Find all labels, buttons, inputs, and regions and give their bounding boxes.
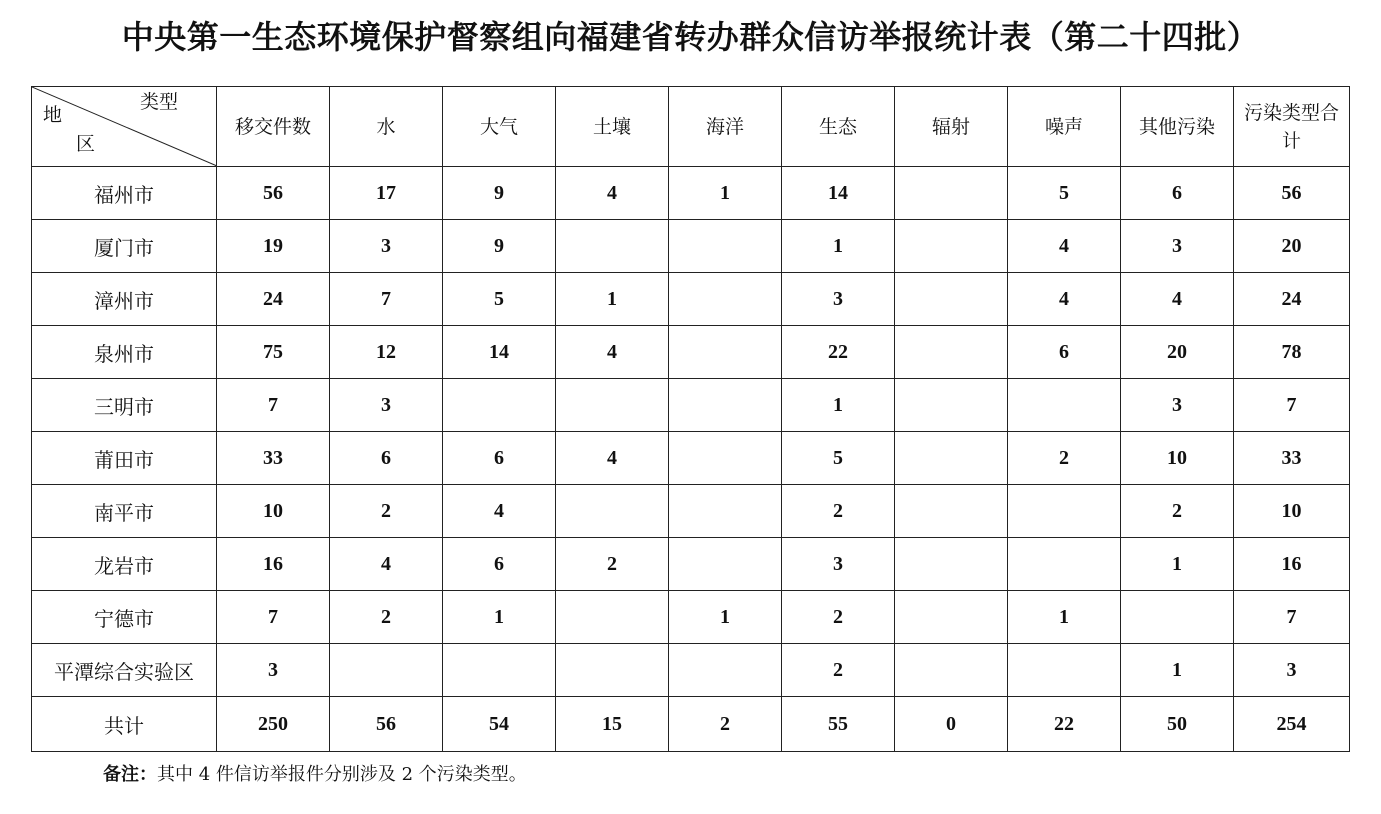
table-row xyxy=(32,379,1350,432)
value-cell xyxy=(1121,591,1234,644)
value-cell xyxy=(895,220,1008,273)
value-cell xyxy=(556,485,669,538)
column-header-water: 水 xyxy=(330,87,443,167)
region-cell: 平潭综合实验区 xyxy=(32,644,217,697)
value-cell xyxy=(1008,538,1121,591)
value-cell xyxy=(669,273,782,326)
page-title: 中央第一生态环境保护督察组向福建省转办群众信访举报统计表（第二十四批） xyxy=(121,18,1260,56)
value-cell xyxy=(330,644,443,697)
region-cell: 厦门市 xyxy=(32,220,217,273)
region-cell: 龙岩市 xyxy=(32,538,217,591)
value-cell: 3 xyxy=(330,379,443,432)
table-row xyxy=(32,167,1350,220)
value-cell xyxy=(556,591,669,644)
value-cell: 2 xyxy=(1121,485,1234,538)
value-cell: 3 xyxy=(1121,379,1234,432)
column-header-noise: 噪声 xyxy=(1008,87,1121,167)
value-cell: 2 xyxy=(782,644,895,697)
value-cell: 2 xyxy=(1008,432,1121,485)
table-row xyxy=(32,326,1350,379)
value-cell xyxy=(556,644,669,697)
value-cell: 5 xyxy=(1008,167,1121,220)
value-cell: 4 xyxy=(556,326,669,379)
value-cell: 3 xyxy=(1234,644,1350,697)
column-header-radiation: 辐射 xyxy=(895,87,1008,167)
footnote xyxy=(103,760,527,786)
value-cell: 19 xyxy=(217,220,330,273)
value-cell: 33 xyxy=(1234,432,1350,485)
total-value-cell: 250 xyxy=(217,697,330,752)
corner-type-label: 类型 xyxy=(139,91,178,113)
value-cell: 9 xyxy=(443,167,556,220)
region-cell: 漳州市 xyxy=(32,273,217,326)
corner-region-label-2: 区 xyxy=(76,133,96,155)
value-cell: 56 xyxy=(217,167,330,220)
value-cell: 7 xyxy=(1234,591,1350,644)
value-cell: 3 xyxy=(782,538,895,591)
value-cell xyxy=(556,220,669,273)
value-cell: 3 xyxy=(1121,220,1234,273)
value-cell: 4 xyxy=(556,167,669,220)
total-label-cell: 共计 xyxy=(32,697,217,752)
value-cell xyxy=(1008,379,1121,432)
value-cell: 20 xyxy=(1234,220,1350,273)
value-cell: 4 xyxy=(556,432,669,485)
column-header-transfer-count: 移交件数 xyxy=(217,87,330,167)
value-cell: 2 xyxy=(556,538,669,591)
value-cell xyxy=(669,379,782,432)
total-row xyxy=(32,697,1350,752)
total-value-cell: 254 xyxy=(1234,697,1350,752)
value-cell: 22 xyxy=(782,326,895,379)
value-cell: 4 xyxy=(1008,220,1121,273)
value-cell: 7 xyxy=(217,379,330,432)
column-header-ecology: 生态 xyxy=(782,87,895,167)
total-value-cell: 0 xyxy=(895,697,1008,752)
value-cell: 10 xyxy=(1121,432,1234,485)
table-row xyxy=(32,273,1350,326)
value-cell: 5 xyxy=(782,432,895,485)
total-value-cell: 50 xyxy=(1121,697,1234,752)
value-cell: 6 xyxy=(1121,167,1234,220)
value-cell xyxy=(669,644,782,697)
value-cell: 1 xyxy=(1008,591,1121,644)
value-cell: 2 xyxy=(330,591,443,644)
footnote-label: 备注： xyxy=(103,764,157,785)
value-cell: 2 xyxy=(330,485,443,538)
value-cell: 1 xyxy=(782,379,895,432)
value-cell: 6 xyxy=(443,538,556,591)
value-cell: 12 xyxy=(330,326,443,379)
value-cell: 78 xyxy=(1234,326,1350,379)
value-cell: 4 xyxy=(1008,273,1121,326)
value-cell xyxy=(669,432,782,485)
value-cell: 24 xyxy=(1234,273,1350,326)
value-cell: 1 xyxy=(782,220,895,273)
value-cell: 3 xyxy=(330,220,443,273)
value-cell xyxy=(1008,644,1121,697)
table-row xyxy=(32,485,1350,538)
value-cell: 14 xyxy=(443,326,556,379)
total-value-cell: 54 xyxy=(443,697,556,752)
value-cell xyxy=(895,591,1008,644)
value-cell: 1 xyxy=(443,591,556,644)
value-cell: 17 xyxy=(330,167,443,220)
value-cell: 5 xyxy=(443,273,556,326)
region-cell: 南平市 xyxy=(32,485,217,538)
column-header-soil: 土壤 xyxy=(556,87,669,167)
footnote-text: 其中 4 件信访举报件分别涉及 2 个污染类型。 xyxy=(157,764,527,785)
value-cell xyxy=(895,432,1008,485)
value-cell: 7 xyxy=(330,273,443,326)
value-cell: 3 xyxy=(782,273,895,326)
value-cell: 33 xyxy=(217,432,330,485)
value-cell xyxy=(895,379,1008,432)
value-cell xyxy=(895,538,1008,591)
total-value-cell: 22 xyxy=(1008,697,1121,752)
value-cell xyxy=(1008,485,1121,538)
value-cell: 3 xyxy=(217,644,330,697)
region-cell: 泉州市 xyxy=(32,326,217,379)
value-cell: 20 xyxy=(1121,326,1234,379)
value-cell: 4 xyxy=(1121,273,1234,326)
region-cell: 福州市 xyxy=(32,167,217,220)
column-header-pollution-total: 污染类型合计 xyxy=(1234,87,1350,167)
value-cell: 2 xyxy=(782,591,895,644)
table-row xyxy=(32,538,1350,591)
value-cell: 75 xyxy=(217,326,330,379)
value-cell: 2 xyxy=(782,485,895,538)
corner-region-label-1: 地 xyxy=(43,104,63,126)
total-value-cell: 15 xyxy=(556,697,669,752)
region-cell: 莆田市 xyxy=(32,432,217,485)
table-row xyxy=(32,644,1350,697)
value-cell: 24 xyxy=(217,273,330,326)
column-header-other-pollution: 其他污染 xyxy=(1121,87,1234,167)
value-cell: 1 xyxy=(556,273,669,326)
value-cell: 10 xyxy=(217,485,330,538)
value-cell: 6 xyxy=(443,432,556,485)
value-cell xyxy=(443,644,556,697)
value-cell: 14 xyxy=(782,167,895,220)
value-cell xyxy=(669,220,782,273)
value-cell: 9 xyxy=(443,220,556,273)
value-cell: 16 xyxy=(217,538,330,591)
table-row xyxy=(32,220,1350,273)
value-cell: 4 xyxy=(443,485,556,538)
value-cell xyxy=(895,644,1008,697)
value-cell: 7 xyxy=(1234,379,1350,432)
value-cell: 1 xyxy=(669,591,782,644)
value-cell: 1 xyxy=(669,167,782,220)
value-cell: 6 xyxy=(330,432,443,485)
region-cell: 宁德市 xyxy=(32,591,217,644)
value-cell: 16 xyxy=(1234,538,1350,591)
corner-header-cell xyxy=(32,87,217,167)
column-header-air: 大气 xyxy=(443,87,556,167)
value-cell xyxy=(895,167,1008,220)
column-header-ocean: 海洋 xyxy=(669,87,782,167)
value-cell: 10 xyxy=(1234,485,1350,538)
value-cell xyxy=(669,326,782,379)
table-row xyxy=(32,591,1350,644)
total-value-cell: 56 xyxy=(330,697,443,752)
value-cell: 6 xyxy=(1008,326,1121,379)
header-row xyxy=(32,87,1350,167)
value-cell: 4 xyxy=(330,538,443,591)
value-cell xyxy=(895,326,1008,379)
value-cell: 1 xyxy=(1121,538,1234,591)
table-row xyxy=(32,432,1350,485)
region-cell: 三明市 xyxy=(32,379,217,432)
value-cell xyxy=(556,379,669,432)
table-body xyxy=(32,167,1350,752)
value-cell xyxy=(895,485,1008,538)
total-value-cell: 55 xyxy=(782,697,895,752)
value-cell: 1 xyxy=(1121,644,1234,697)
statistics-table xyxy=(31,86,1350,752)
value-cell: 56 xyxy=(1234,167,1350,220)
total-value-cell: 2 xyxy=(669,697,782,752)
value-cell xyxy=(443,379,556,432)
value-cell: 7 xyxy=(217,591,330,644)
value-cell xyxy=(895,273,1008,326)
value-cell xyxy=(669,538,782,591)
value-cell xyxy=(669,485,782,538)
